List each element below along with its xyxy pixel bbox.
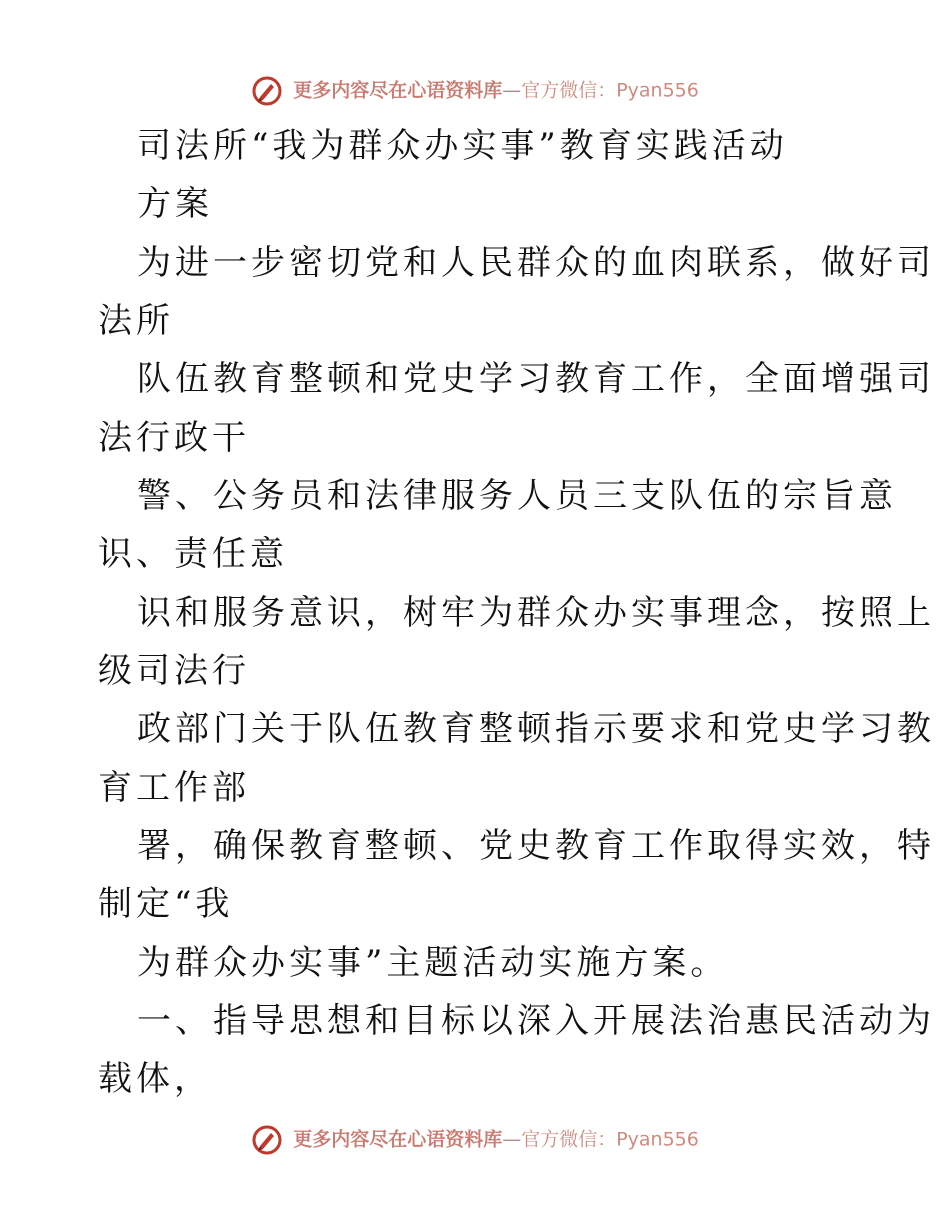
watermark-text: 更多内容尽在心语资料库	[293, 1128, 503, 1151]
section-heading-line: 一、指导思想和目标以深入开展法治惠民活动为	[137, 1001, 935, 1041]
paragraph-line: 署，确保教育整顿、党史教育工作取得实效，特	[137, 826, 935, 866]
paragraph-line: 为群众办实事”主题活动实施方案。	[137, 943, 729, 983]
paragraph-line: 识和服务意识，树牢为群众办实事理念，按照上	[137, 593, 935, 633]
paragraph-line: 政部门关于队伍教育整顿指示要求和党史学习教	[137, 709, 935, 749]
paragraph-line: 级司法行	[98, 651, 250, 691]
watermark-wechat: 官方微信：Pyan556	[521, 79, 699, 102]
paragraph-line: 法所	[98, 301, 174, 341]
paragraph-line: 育工作部	[98, 768, 250, 808]
paragraph-line: 法行政干	[98, 418, 250, 458]
paragraph-line: 队伍教育整顿和党史学习教育工作，全面增强司	[137, 359, 935, 399]
document-title: 司法所“我为群众办实事”教育实践活动	[137, 126, 788, 166]
watermark-text: 更多内容尽在心语资料库	[293, 79, 503, 102]
pen-logo-icon	[251, 75, 283, 107]
watermark-dash: —	[502, 79, 522, 102]
pen-logo-icon	[251, 1124, 283, 1156]
header-watermark	[0, 72, 950, 108]
paragraph-line: 为进一步密切党和人民群众的血肉联系，做好司	[137, 243, 935, 283]
watermark-dash: —	[502, 1128, 522, 1151]
paragraph-line: 制定“我	[98, 884, 234, 924]
watermark-wechat: 官方微信：Pyan556	[521, 1128, 699, 1151]
footer-watermark	[0, 1121, 950, 1157]
paragraph-line: 警、公务员和法律服务人员三支队伍的宗旨意	[137, 476, 897, 516]
document-title-continued: 方案	[137, 184, 213, 224]
paragraph-line: 识、责任意	[98, 534, 288, 574]
paragraph-line: 载体，	[98, 1059, 212, 1099]
